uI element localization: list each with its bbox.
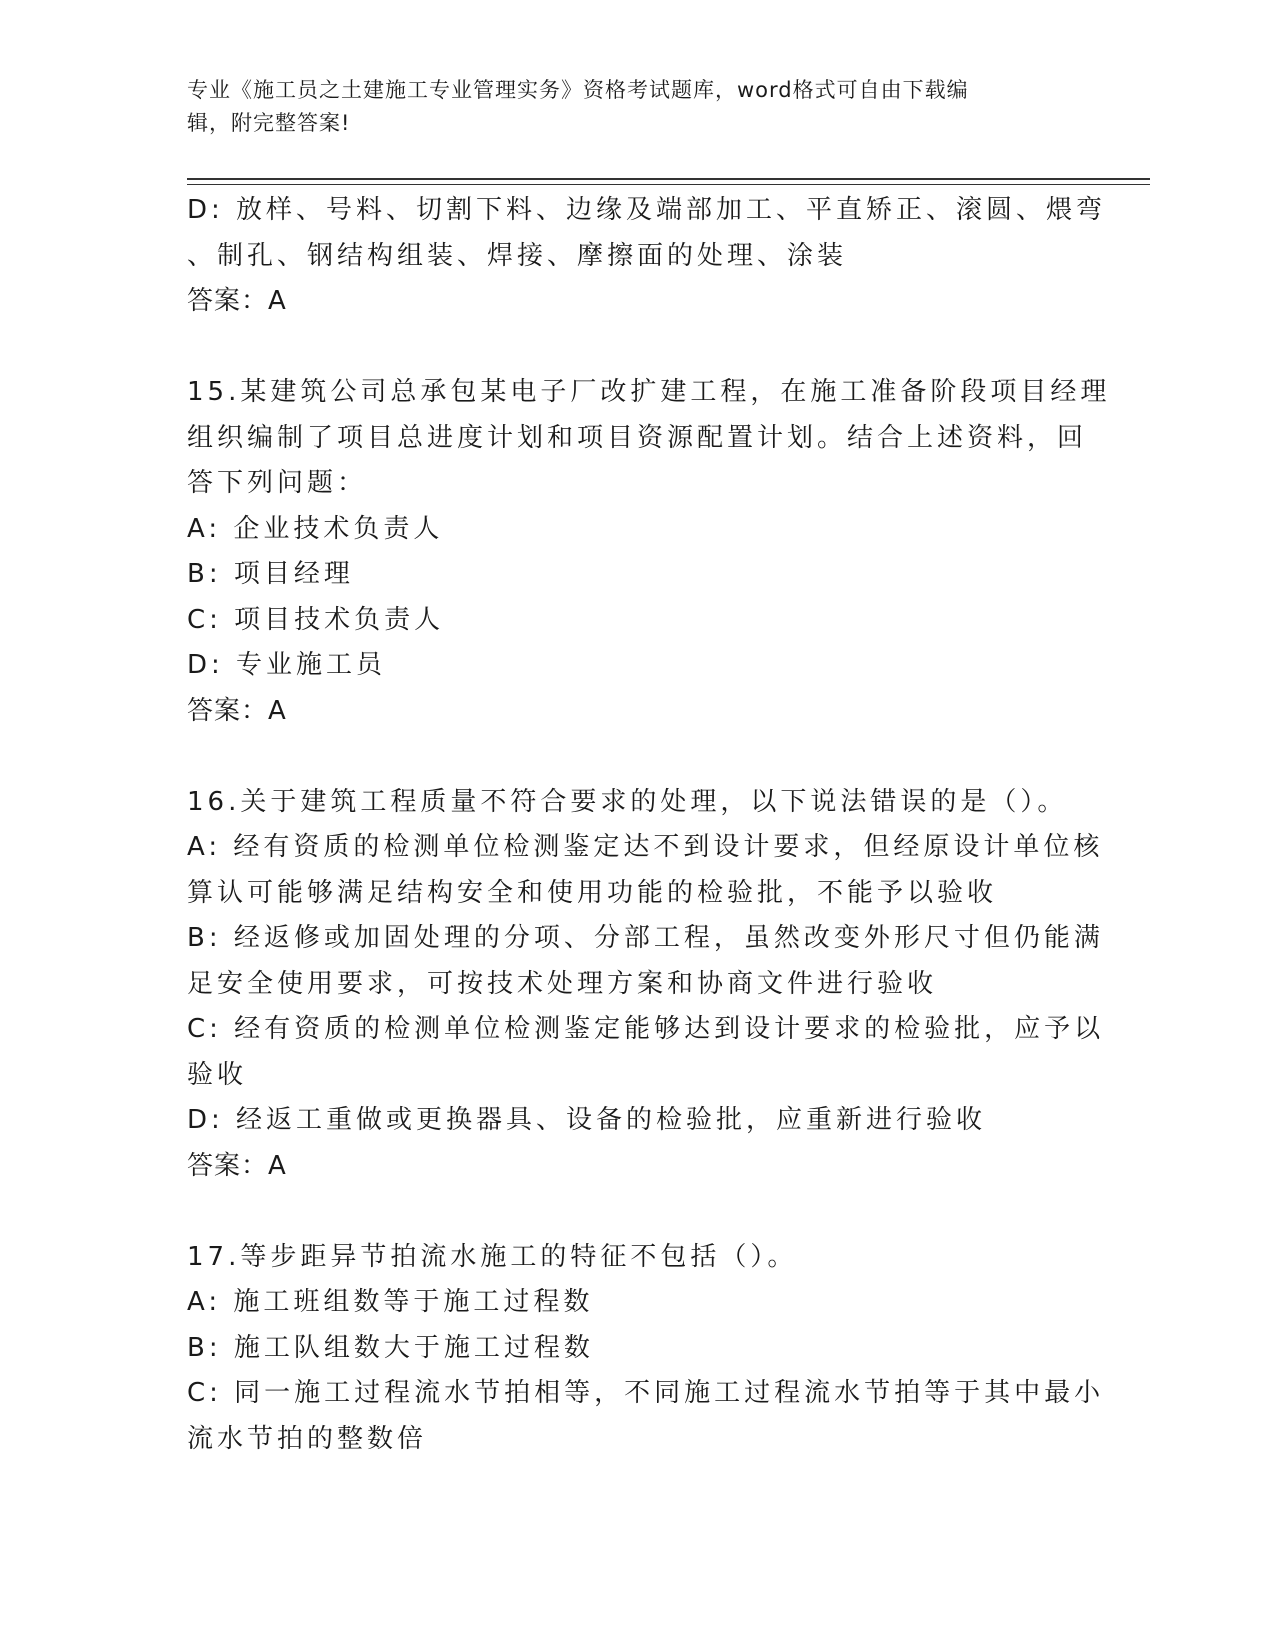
question-15 <box>187 370 1111 734</box>
question-stem-line-2: 组织编制了项目总进度计划和项目资源配置计划。结合上述资料，回 <box>187 422 1088 453</box>
option-b: B: 项目经理 <box>187 559 354 589</box>
option-c-line-1: C: 经有资质的检测单位检测鉴定能够达到设计要求的检验批，应予以 <box>187 1014 1105 1044</box>
option-c-line-2: 流水节拍的整数倍 <box>187 1423 428 1454</box>
spacer <box>187 734 1087 780</box>
answer-line: 答案：A <box>187 695 287 726</box>
question-stem: 16.关于建筑工程质量不符合要求的处理，以下说法错误的是（）。 <box>187 786 1068 817</box>
option-c-line-2: 验收 <box>187 1059 248 1090</box>
document-header <box>187 74 1067 140</box>
question-stem: 17.等步距异节拍流水施工的特征不包括（）。 <box>187 1241 798 1272</box>
prev-question-tail <box>187 188 1107 325</box>
option-a: A: 施工班组数等于施工过程数 <box>187 1287 594 1317</box>
header-rule-thick <box>187 178 1150 180</box>
document-body <box>187 188 1111 1462</box>
option-d: D: 专业施工员 <box>187 650 387 680</box>
option-a: A: 企业技术负责人 <box>187 513 444 544</box>
option-a-line-2: 算认可能够满足结构安全和使用功能的检验批，不能予以验收 <box>187 877 998 908</box>
answer-line: 答案：A <box>187 1150 287 1181</box>
option-a-line-1: A: 经有资质的检测单位检测鉴定达不到设计要求，但经原设计单位核 <box>187 832 1104 862</box>
question-17 <box>187 1235 1105 1463</box>
option-b-line-2: 足安全使用要求，可按技术处理方案和协商文件进行验收 <box>187 968 938 999</box>
option-c: C: 项目技术负责人 <box>187 604 445 635</box>
option-b-line-1: B: 经返修或加固处理的分项、分部工程，虽然改变外形尺寸但仍能满 <box>187 923 1104 953</box>
option-c-line-1: C: 同一施工过程流水节拍相等，不同施工过程流水节拍等于其中最小 <box>187 1378 1105 1408</box>
question-stem-line-1: 15.某建筑公司总承包某电子厂改扩建工程，在施工准备阶段项目经理 <box>187 377 1111 407</box>
option-d: D: 经返工重做或更换器具、设备的检验批，应重新进行验收 <box>187 1105 987 1135</box>
question-stem-line-3: 答下列问题： <box>187 468 368 498</box>
answer-line: 答案：A <box>187 286 287 316</box>
spacer <box>187 325 1087 371</box>
header-rule-thin <box>187 184 1150 185</box>
header-line-1: 专业《施工员之土建施工专业管理实务》资格考试题库，word格式可自由下载编 <box>187 78 969 102</box>
spacer <box>187 1189 1087 1235</box>
option-d-line-2: 、制孔、钢结构组装、焊接、摩擦面的处理、涂装 <box>187 240 848 271</box>
header-line-2: 辑，附完整答案! <box>187 111 351 135</box>
option-d-line-1: D: 放样、号料、切割下料、边缘及端部加工、平直矫正、滚圆、煨弯 <box>187 195 1107 225</box>
option-b: B: 施工队组数大于施工过程数 <box>187 1332 594 1363</box>
question-16 <box>187 780 1105 1190</box>
